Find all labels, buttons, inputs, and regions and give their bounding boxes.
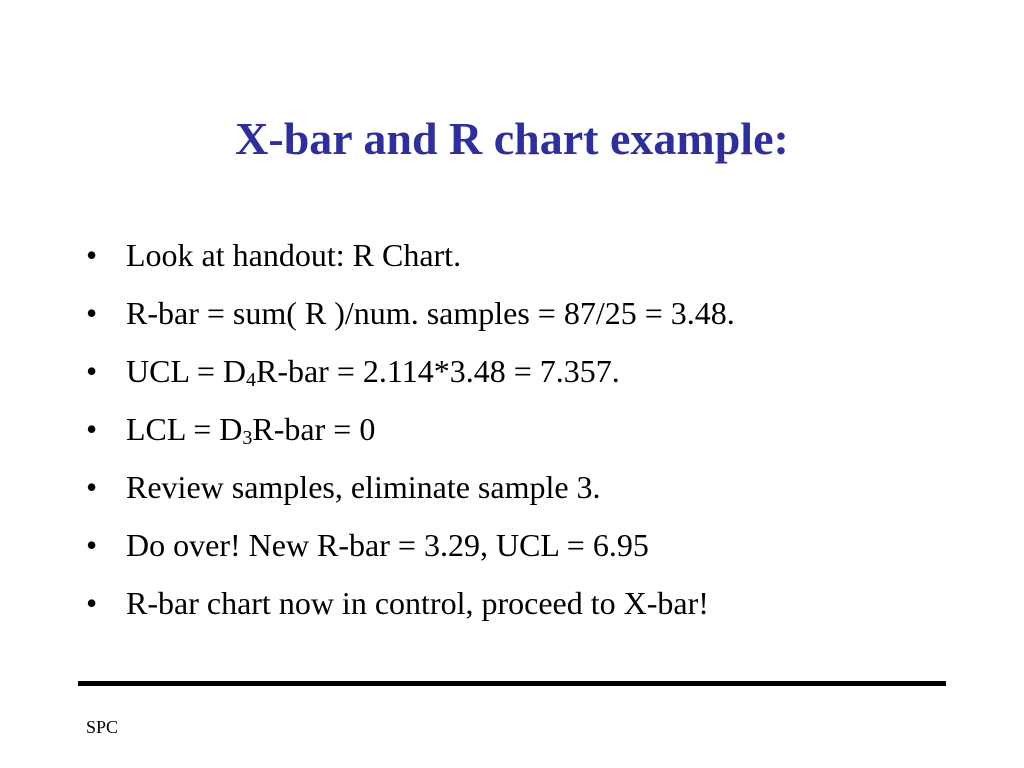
- bullet-marker: •: [86, 353, 98, 389]
- footer-divider: [78, 681, 946, 686]
- bullet-marker: •: [86, 527, 98, 563]
- bullet-item: [86, 286, 735, 344]
- subscript: 4: [245, 369, 256, 391]
- bullet-item: [86, 460, 735, 518]
- bullet-text: R-bar = sum( R )/num. samples = 87/25 = 3.48.: [126, 295, 735, 331]
- bullet-text: Do over! New R-bar = 3.29, UCL = 6.95: [126, 527, 649, 563]
- bullet-marker: •: [86, 411, 98, 447]
- bullet-marker: •: [86, 469, 98, 505]
- bullet-list: [86, 228, 735, 634]
- bullet-text: Look at handout: R Chart.: [126, 237, 462, 273]
- bullet-item: [86, 228, 735, 286]
- bullet-item: [86, 344, 735, 402]
- bullet-marker: •: [86, 237, 98, 273]
- bullet-marker: •: [86, 295, 98, 331]
- bullet-text: R-bar = 0: [252, 411, 376, 447]
- bullet-text: Review samples, eliminate sample 3.: [126, 469, 601, 505]
- bullet-item: [86, 576, 735, 634]
- slide-title: X-bar and R chart example:: [235, 112, 789, 164]
- bullet-text: UCL = D: [126, 353, 246, 389]
- footer-label: SPC: [86, 717, 119, 737]
- bullet-item: [86, 518, 735, 576]
- bullet-text: R-bar chart now in control, proceed to X-bar!: [126, 585, 709, 621]
- bullet-item: [86, 402, 735, 460]
- subscript: 3: [242, 427, 253, 449]
- bullet-text: LCL = D: [126, 411, 243, 447]
- bullet-marker: •: [86, 585, 98, 621]
- bullet-text: R-bar = 2.114*3.48 = 7.357.: [255, 353, 620, 389]
